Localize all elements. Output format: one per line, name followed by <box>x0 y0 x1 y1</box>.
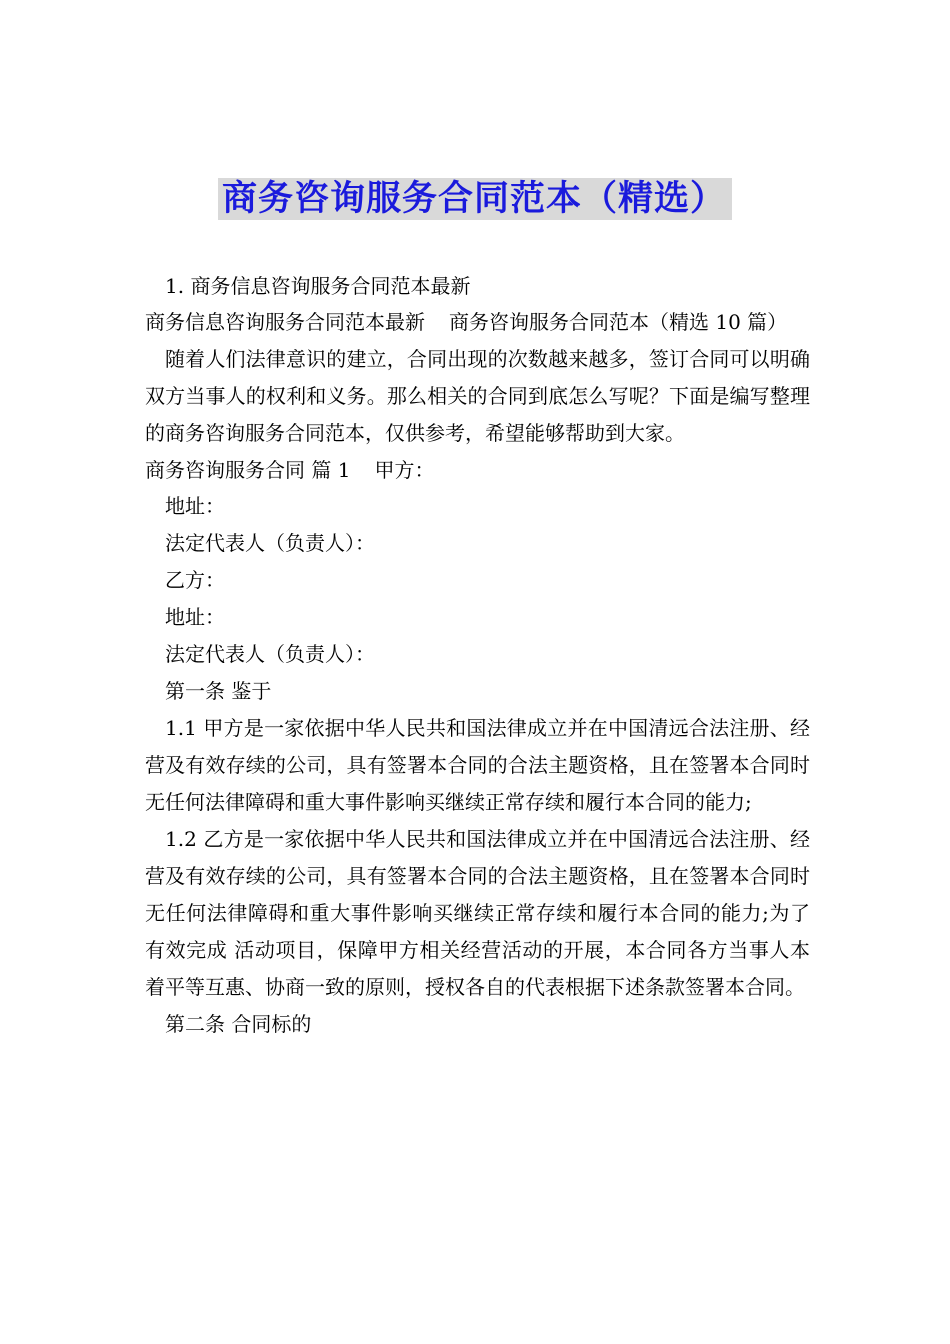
contract-label-line <box>145 452 810 488</box>
representative-b: 法定代表人（负责人）： <box>165 642 375 666</box>
section-heading: 1. 商务信息咨询服务合同范本最新 <box>165 274 471 298</box>
subtitle-line <box>145 304 810 341</box>
representative-a: 法定代表人（负责人）： <box>165 531 375 555</box>
document-title: 商务咨询服务合同范本（精选） <box>218 178 732 220</box>
article-2-heading: 第二条 合同标的 <box>165 1012 312 1036</box>
intro-paragraph: 随着人们法律意识的建立，合同出现的次数越来越多，签订合同可以明确双方当事人的权利和义务。那么相关的合同到底怎么写呢？下面是编写整理的商务咨询服务合同范本，仅供参考，希望能够帮助到大家。 <box>145 347 810 445</box>
title-wrap <box>0 178 950 220</box>
clause-1-1: 1.1 甲方是一家依据中华人民共和国法律成立并在中国清远合法注册、经营及有效存续的公司，具有签署本合同的合法主题资格，且在签署本合同时无任何法律障碍和重大事件影响买继续正常存续和履行本合同的能力; <box>145 716 810 814</box>
address-b: 地址： <box>165 605 225 629</box>
address-a: 地址： <box>165 494 225 518</box>
clause-1-2: 1.2 乙方是一家依据中华人民共和国法律成立并在中国清远合法注册、经营及有效存续的公司，具有签署本合同的合法主题资格，且在签署本合同时无任何法律障碍和重大事件影响买继续正常存续和履行本合同的能力;为了有效完成 活动项目，保障甲方相关经营活动的开展，本合同各方当事人本着平等互惠、协商一致的原则，授权各自的代表根据下述条款签署本合同。 <box>145 827 810 999</box>
contract-label: 商务咨询服务合同 篇 1 <box>145 458 351 482</box>
party-b-label: 乙方： <box>165 568 225 592</box>
party-a-label: 甲方： <box>374 458 435 482</box>
document-body <box>145 268 810 1043</box>
subtitle-a: 商务信息咨询服务合同范本最新 <box>145 310 425 334</box>
subtitle-b: 商务咨询服务合同范本（精选 10 篇） <box>449 310 788 334</box>
article-1-heading: 第一条 鉴于 <box>165 679 272 703</box>
